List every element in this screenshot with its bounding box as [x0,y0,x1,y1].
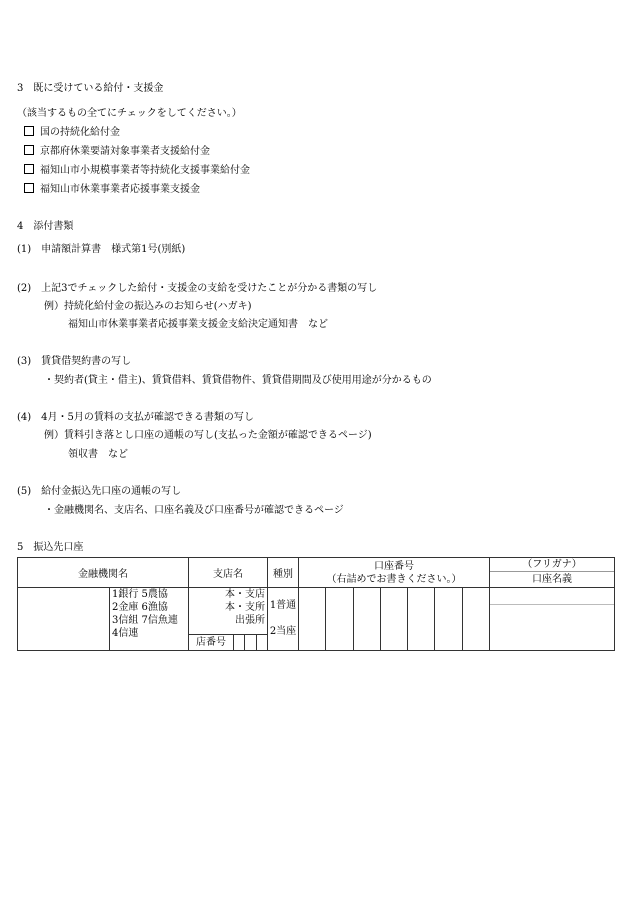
bank-name-header: 金融機関名 [18,558,189,588]
doc-item-5: (5) 給付金振込先口座の通帳の写し [17,486,182,497]
holder-name-input[interactable] [490,588,615,651]
doc-item-4-example-2: 領収書 など [68,449,128,460]
account-number-note: （右詰めでお書きください。） [326,573,462,585]
branch-number-digit[interactable] [257,635,267,650]
table-input-row [18,588,615,651]
account-number-input[interactable] [299,588,490,651]
doc-item-2-example-2: 福知山市休業事業者応援事業支援金支給決定通知書 など [68,319,328,330]
bank-type-option: 2金庫 6漁協 [112,602,168,613]
account-kind-option: 1普通 [269,600,297,611]
checkbox-item[interactable] [24,164,250,177]
branch-type-option: 本・支店 [225,589,265,600]
branch-number-field[interactable] [189,634,267,650]
branch-number-digit[interactable] [234,635,245,650]
branch-number-digit[interactable] [245,635,256,650]
furigana-label: （フリガナ） [490,558,614,572]
checkbox-item[interactable] [24,183,200,196]
branch-number-label: 店番号 [189,635,234,650]
holder-name-label: 口座名義 [532,574,572,585]
section4-heading: 4 添付書類 [17,221,74,232]
doc-item-2-example: 例）持続化給付金の振込みのお知らせ(ハガキ) [44,301,252,312]
account-kind-header: 種別 [268,558,299,588]
section5-heading: 5 振込先口座 [17,542,84,553]
account-number-header [299,558,490,588]
doc-item-3: (3) 賃貸借契約書の写し [17,356,132,367]
doc-item-2: (2) 上記3でチェックした給付・支援金の支給を受けたことが分かる書類の写し [17,283,378,294]
table-header-row [18,558,615,588]
doc-item-4: (4) 4月・5月の賃料の支払が確認できる書類の写し [17,412,254,423]
account-kind-option: 2当座 [269,626,297,637]
doc-item-1: (1) 申請額計算書 様式第1号(別紙) [17,244,186,255]
doc-item-4-example: 例）賃料引き落とし口座の通帳の写し(支払った金額が確認できるページ) [44,430,372,441]
doc-item-3-note: ・契約者(貸主・借主)、賃貸借料、賃貸借物件、賃貸借期間及び使用用途が分かるもの [44,375,432,386]
account-digit-box[interactable] [381,588,408,650]
account-digit-box[interactable] [408,588,435,650]
checkbox-label: 国の持続化給付金 [40,127,120,138]
bank-type-option: 1銀行 5農協 [112,589,168,600]
checkbox-label: 福知山市小規模事業者等持続化支援事業給付金 [40,165,250,176]
bank-name-input-cell[interactable] [18,588,110,651]
checkbox-item[interactable] [24,145,210,158]
account-number-label: 口座番号 [374,560,414,572]
branch-name-header: 支店名 [189,558,268,588]
checkbox-icon[interactable] [24,183,34,193]
checkbox-icon[interactable] [24,126,34,136]
doc-item-5-note: ・金融機関名、支店名、口座名義及び口座番号が確認できるページ [44,505,344,516]
checkbox-icon[interactable] [24,145,34,155]
section3-heading: 3 既に受けている給付・支援金 [17,83,164,94]
branch-cell[interactable] [189,588,268,651]
holder-header [490,558,615,588]
bank-type-option: 4信連 [112,628,139,639]
bank-account-table [17,557,615,651]
branch-type-option: 出張所 [235,615,265,626]
branch-type-option: 本・支所 [225,602,265,613]
account-digit-box[interactable] [435,588,462,650]
checkbox-item[interactable] [24,126,120,139]
account-digit-box[interactable] [463,588,489,650]
checkbox-icon[interactable] [24,164,34,174]
account-kind-cell[interactable] [268,588,299,651]
account-digit-box[interactable] [299,588,326,650]
bank-type-option: 3信組 7信魚連 [112,615,178,626]
checkbox-label: 福知山市休業事業者応援事業支援金 [40,184,200,195]
furigana-input-line[interactable] [490,588,614,605]
checkbox-label: 京都府休業要請対象事業者支援給付金 [40,146,210,157]
bank-type-options [110,588,189,651]
section3-instruction: （該当するもの全てにチェックをしてください。） [17,108,242,119]
account-digit-box[interactable] [326,588,353,650]
account-digit-box[interactable] [354,588,381,650]
